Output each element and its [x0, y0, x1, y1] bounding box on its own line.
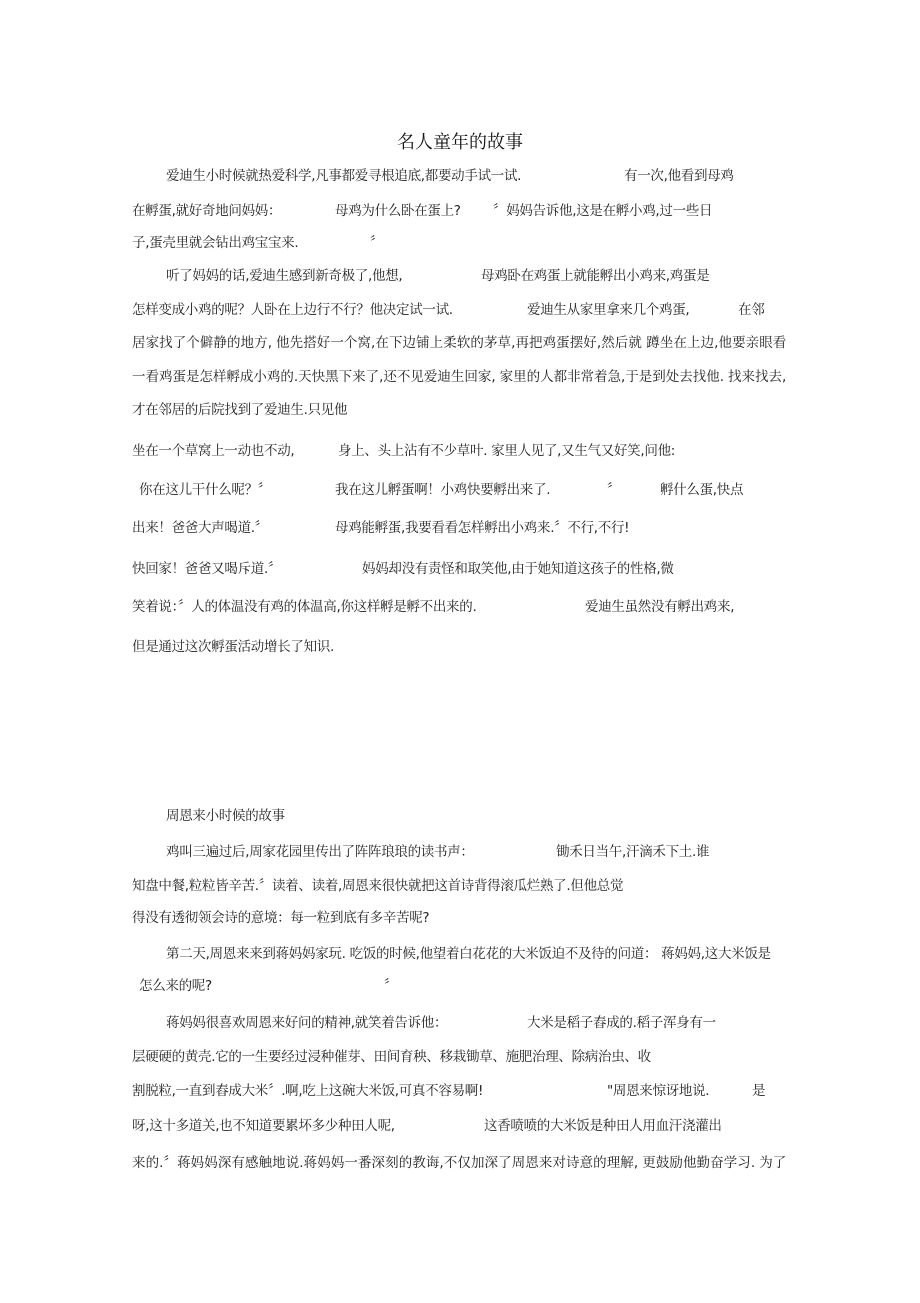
- story1-line: [0, 301, 920, 319]
- text-segment: 你在这儿干什么呢？〞: [139, 482, 271, 498]
- text-segment: 蒋妈妈很喜欢周恩来好问的精神,就笑着告诉他：: [166, 1015, 448, 1031]
- text-segment: 孵什么蛋,快点: [660, 482, 744, 498]
- text-segment: 我在这儿孵蛋啊！小鸡快要孵出来了.: [335, 482, 551, 498]
- section-heading: 周恩来小时候的故事: [166, 808, 285, 824]
- text-segment: 一看鸡蛋是怎样孵成小鸡的.天快黑下来了,还不见爱迪生回家, 家里的人都非常着急,于是到处去找他. 找来找去,: [132, 369, 786, 385]
- story2-line: [0, 1014, 920, 1032]
- story1-line: [0, 481, 920, 499]
- text-segment: 才在邻居的后院找到了爱迪生.只见他: [132, 402, 348, 418]
- text-segment: 有一次,他看到母鸡: [624, 168, 734, 184]
- text-segment: 笑着说：〞人的体温没有鸡的体温高,你这样孵是孵不出来的.: [132, 599, 477, 615]
- story1-line: [0, 334, 920, 352]
- text-segment: 大米是稻子舂成的.稻子浑身有一: [527, 1015, 716, 1031]
- text-segment: 坐在一个草窝上一动也不动,: [132, 443, 295, 459]
- story1-line: [0, 234, 920, 252]
- text-segment: 〞: [384, 978, 398, 994]
- story1-line: [0, 519, 920, 537]
- text-segment: 第二天,周恩来来到蒋妈妈家玩. 吃饭的时候,他望着白花花的大米饭迫不及待的问道： 蒋妈妈,这大米饭是: [166, 946, 771, 962]
- text-segment: 呀,这十多道关,也不知道要累坏多少种田人呢,: [132, 1118, 395, 1134]
- text-segment: 在邻: [738, 302, 765, 318]
- text-segment: 快回家！爸爸又喝斥道.〞: [132, 561, 282, 577]
- story1-line: [0, 202, 920, 220]
- text-segment: 层硬硬的黄壳.它的一生要经过浸种催芽、田间育秧、移栽锄草、施肥治理、除病治虫、收: [132, 1049, 651, 1065]
- text-segment: 得没有透彻领会诗的意境：每一粒到底有多辛苦呢?: [132, 910, 430, 926]
- document-title: 名人童年的故事: [397, 132, 523, 153]
- story2-line: [0, 977, 920, 995]
- story1-line: [0, 638, 920, 656]
- story1-line: [0, 267, 920, 285]
- text-segment: 爱迪生小时候就热爱科学,凡事都爱寻根追底,都要动手试一试.: [166, 168, 522, 184]
- story1-line: [0, 598, 920, 616]
- story1-line: [0, 560, 920, 578]
- text-segment: 爱迪生从家里拿来几个鸡蛋,: [527, 302, 690, 318]
- text-segment: 爱迪生虽然没有孵出鸡来,: [585, 599, 735, 615]
- story1-line: [0, 167, 920, 185]
- text-segment: "周恩来惊讶地说.: [607, 1083, 710, 1099]
- text-segment: 子,蛋壳里就会钻出鸡宝宝来.: [132, 235, 299, 251]
- text-segment: 怎样变成小鸡的呢？人卧在上边行不行？他决定试一试.: [132, 302, 453, 318]
- text-segment: 〞: [607, 482, 621, 498]
- story2-line: [0, 877, 920, 895]
- story2-line: [0, 1117, 920, 1135]
- text-segment: 听了妈妈的话,爱迪生感到新奇极了,他想,: [166, 268, 403, 284]
- text-segment: 割脱粒,一直到舂成大米〞.啊,吃上这碗大米饭,可真不容易啊!: [132, 1083, 484, 1099]
- text-segment: 但是通过这次孵蛋活动增长了知识.: [132, 639, 334, 655]
- text-segment: 怎么来的呢?: [139, 978, 212, 994]
- text-segment: 这香喷喷的大米饭是种田人用血汗浇灌出: [484, 1118, 722, 1134]
- text-segment: 知盘中餐,粒粒皆辛苦.〞读着、读着,周恩来很快就把这首诗背得滚瓜烂熟了.但他总觉: [132, 878, 624, 894]
- text-segment: 母鸡为什么卧在蛋上?: [335, 203, 461, 219]
- text-segment: 锄禾日当午,汗滴禾下土.谁: [556, 844, 710, 860]
- text-segment: 在孵蛋,就好奇地问妈妈：: [132, 203, 282, 219]
- story1-line: [0, 442, 920, 460]
- text-segment: 〞妈妈告诉他,这是在孵小鸡,过一些日: [493, 203, 713, 219]
- story2-line: [0, 945, 920, 963]
- story2-line: [0, 1082, 920, 1100]
- text-segment: 母鸡能孵蛋,我要看看怎样孵出小鸡来.〞不行,不行!: [335, 520, 630, 536]
- story1-line: [0, 401, 920, 419]
- story2-line: [0, 843, 920, 861]
- text-segment: 身上、头上沾有不少草叶. 家里人见了,又生气又好笑,问他:: [338, 443, 676, 459]
- story2-line: [0, 909, 920, 927]
- text-segment: 妈妈却没有责怪和取笑他,由于她知道这孩子的性格,微: [362, 561, 674, 577]
- text-segment: 来的.〞蒋妈妈深有感触地说.蒋妈妈一番深刻的教诲,不仅加深了周恩来对诗意的理解, 更鼓励他勤奋学习. 为了: [132, 1155, 786, 1171]
- story2-line: [0, 1154, 920, 1172]
- text-segment: 居家找了个僻静的地方, 他先搭好一个窝,在下边铺上柔软的茅草,再把鸡蛋摆好,然后就 蹲坐在上边,他要亲眼看: [132, 335, 786, 351]
- story2-line: [0, 1048, 920, 1066]
- text-segment: 鸡叫三遍过后,周家花园里传出了阵阵琅琅的读书声：: [166, 844, 474, 860]
- text-segment: 是: [752, 1083, 766, 1099]
- text-segment: 母鸡卧在鸡蛋上就能孵出小鸡来,鸡蛋是: [481, 268, 710, 284]
- story1-line: [0, 368, 920, 386]
- story2-line: [0, 807, 920, 825]
- text-segment: 出来！爸爸大声喝道.〞: [132, 520, 268, 536]
- text-segment: 〞: [370, 235, 384, 251]
